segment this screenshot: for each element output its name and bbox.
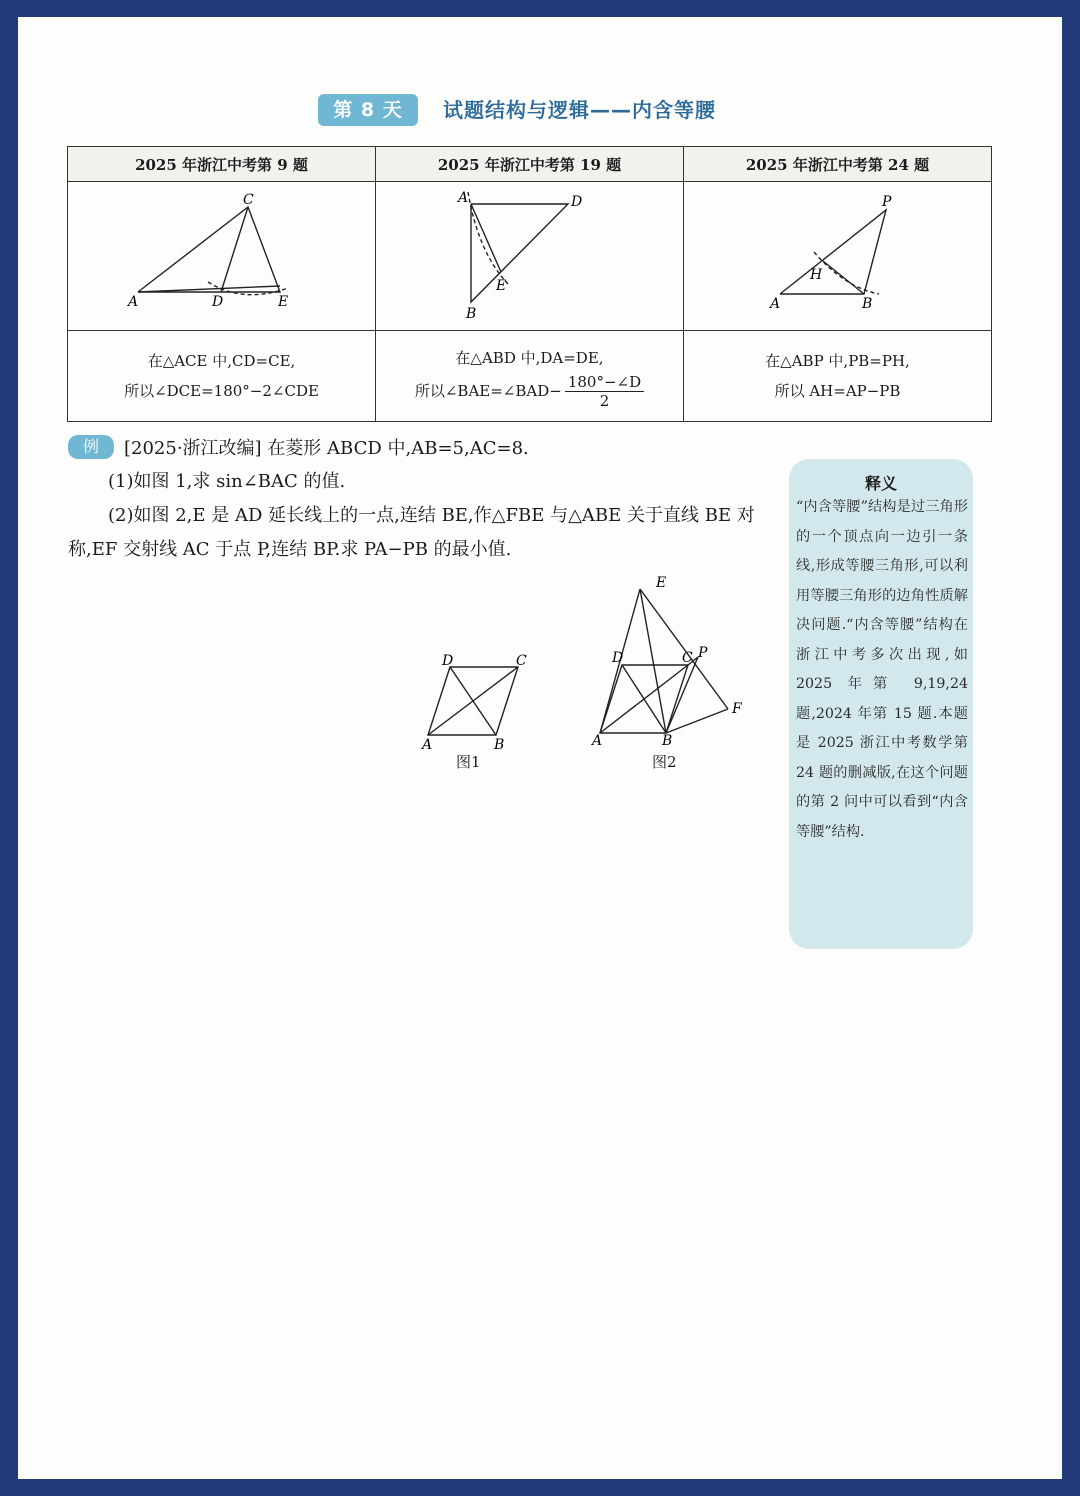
rhombus-figure-1: [418, 651, 548, 751]
example-badge: 例: [68, 435, 114, 459]
col1-line2: 所以∠DCE=180°−2∠CDE: [124, 382, 319, 400]
fig1-label-d: D: [212, 294, 224, 310]
ex-fig1-label-d: D: [442, 653, 454, 669]
fig2-label-d: D: [571, 194, 583, 210]
ex-fig2-label-d: D: [612, 650, 624, 666]
col3-line1: 在△ABP 中,PB=PH,: [765, 352, 910, 370]
fig3-label-a: A: [770, 296, 781, 312]
sidebar-body: “内含等腰”结构是过三角形的一个顶点向一边引一条线,形成等腰三角形,可以利用等腰三角形的边角性质解决问题.“内含等腰”结构在浙江中考多次出现,如 2025 年第 9,19,24 题,2024 年第 15 题.本题是 2025 浙江中考数学第 24 题的删减版,在这个问题的第 2 问中可以看到“内含等腰”结构.: [796, 499, 968, 840]
triangle-ace-figure: [68, 182, 374, 326]
fig2-label-a: A: [458, 190, 469, 206]
fig1-label-c: C: [243, 192, 254, 208]
day-badge: 第 8 天: [318, 94, 418, 126]
triangle-abd-figure: [376, 182, 682, 326]
fig2-caption: 图2: [652, 753, 677, 771]
example-line: [68, 435, 529, 462]
text-cell-2: [376, 331, 684, 422]
page: [18, 17, 1062, 1479]
ex-fig2-label-p: P: [698, 645, 708, 661]
table-header-3: 2025 年浙江中考第 24 题: [684, 147, 992, 182]
rhombus-figure-2: [582, 569, 752, 749]
figure-cell-2: [376, 182, 684, 331]
triangle-abp-figure: [684, 182, 990, 326]
ex-fig2-label-b: B: [662, 733, 673, 749]
explanation-sidebar: [789, 459, 973, 949]
fig3-label-p: P: [882, 194, 892, 210]
fraction-denominator: 2: [599, 391, 610, 410]
col2-line2-prefix: 所以∠BAE=∠BAD−: [414, 382, 562, 400]
fraction: [565, 373, 644, 410]
fraction-numerator: 180°−∠D: [565, 373, 644, 392]
sidebar-title: 释义: [864, 474, 897, 493]
text-cell-1: [68, 331, 376, 422]
question-2: (2)如图 2,E 是 AD 延长线上的一点,连结 BE,作△FBE 与△ABE 关于直线 BE 对称,EF 交射线 AC 于点 P,连结 BP.求 PA−PB 的最小值.: [68, 505, 755, 560]
ex-fig1-label-c: C: [516, 653, 527, 669]
ex-fig1-label-b: B: [494, 737, 505, 751]
col3-line2: 所以 AH=AP−PB: [774, 382, 901, 400]
fig3-label-b: B: [862, 296, 873, 312]
ex-fig2-label-c: C: [682, 650, 693, 666]
page-title: 试题结构与逻辑——内含等腰: [443, 98, 716, 122]
example-source: [2025·浙江改编]: [124, 438, 262, 459]
table-header-1: 2025 年浙江中考第 9 题: [68, 147, 376, 182]
fig3-label-h: H: [810, 267, 823, 283]
fig1-label-a: A: [128, 294, 139, 310]
figure-cell-1: [68, 182, 376, 331]
comparison-table: [67, 146, 992, 422]
fig1-caption: 图1: [456, 753, 481, 771]
table-header-2: 2025 年浙江中考第 19 题: [376, 147, 684, 182]
figure-cell-3: [684, 182, 992, 331]
ex-fig2-label-e: E: [656, 575, 667, 591]
fig1-label-e: E: [278, 294, 289, 310]
example-text: 在菱形 ABCD 中,AB=5,AC=8.: [267, 438, 529, 459]
col2-line1: 在△ABD 中,DA=DE,: [455, 348, 604, 367]
ex-fig2-label-a: A: [592, 733, 603, 749]
col2-line2: [376, 373, 683, 410]
ex-fig1-label-a: A: [422, 737, 433, 751]
text-cell-3: [684, 331, 992, 422]
question-1: (1)如图 1,求 sin∠BAC 的值.: [108, 471, 346, 492]
fig2-label-b: B: [466, 306, 477, 322]
fig2-label-e: E: [496, 278, 507, 294]
col1-line1: 在△ACE 中,CD=CE,: [147, 352, 296, 370]
ex-fig2-label-f: F: [732, 701, 742, 717]
